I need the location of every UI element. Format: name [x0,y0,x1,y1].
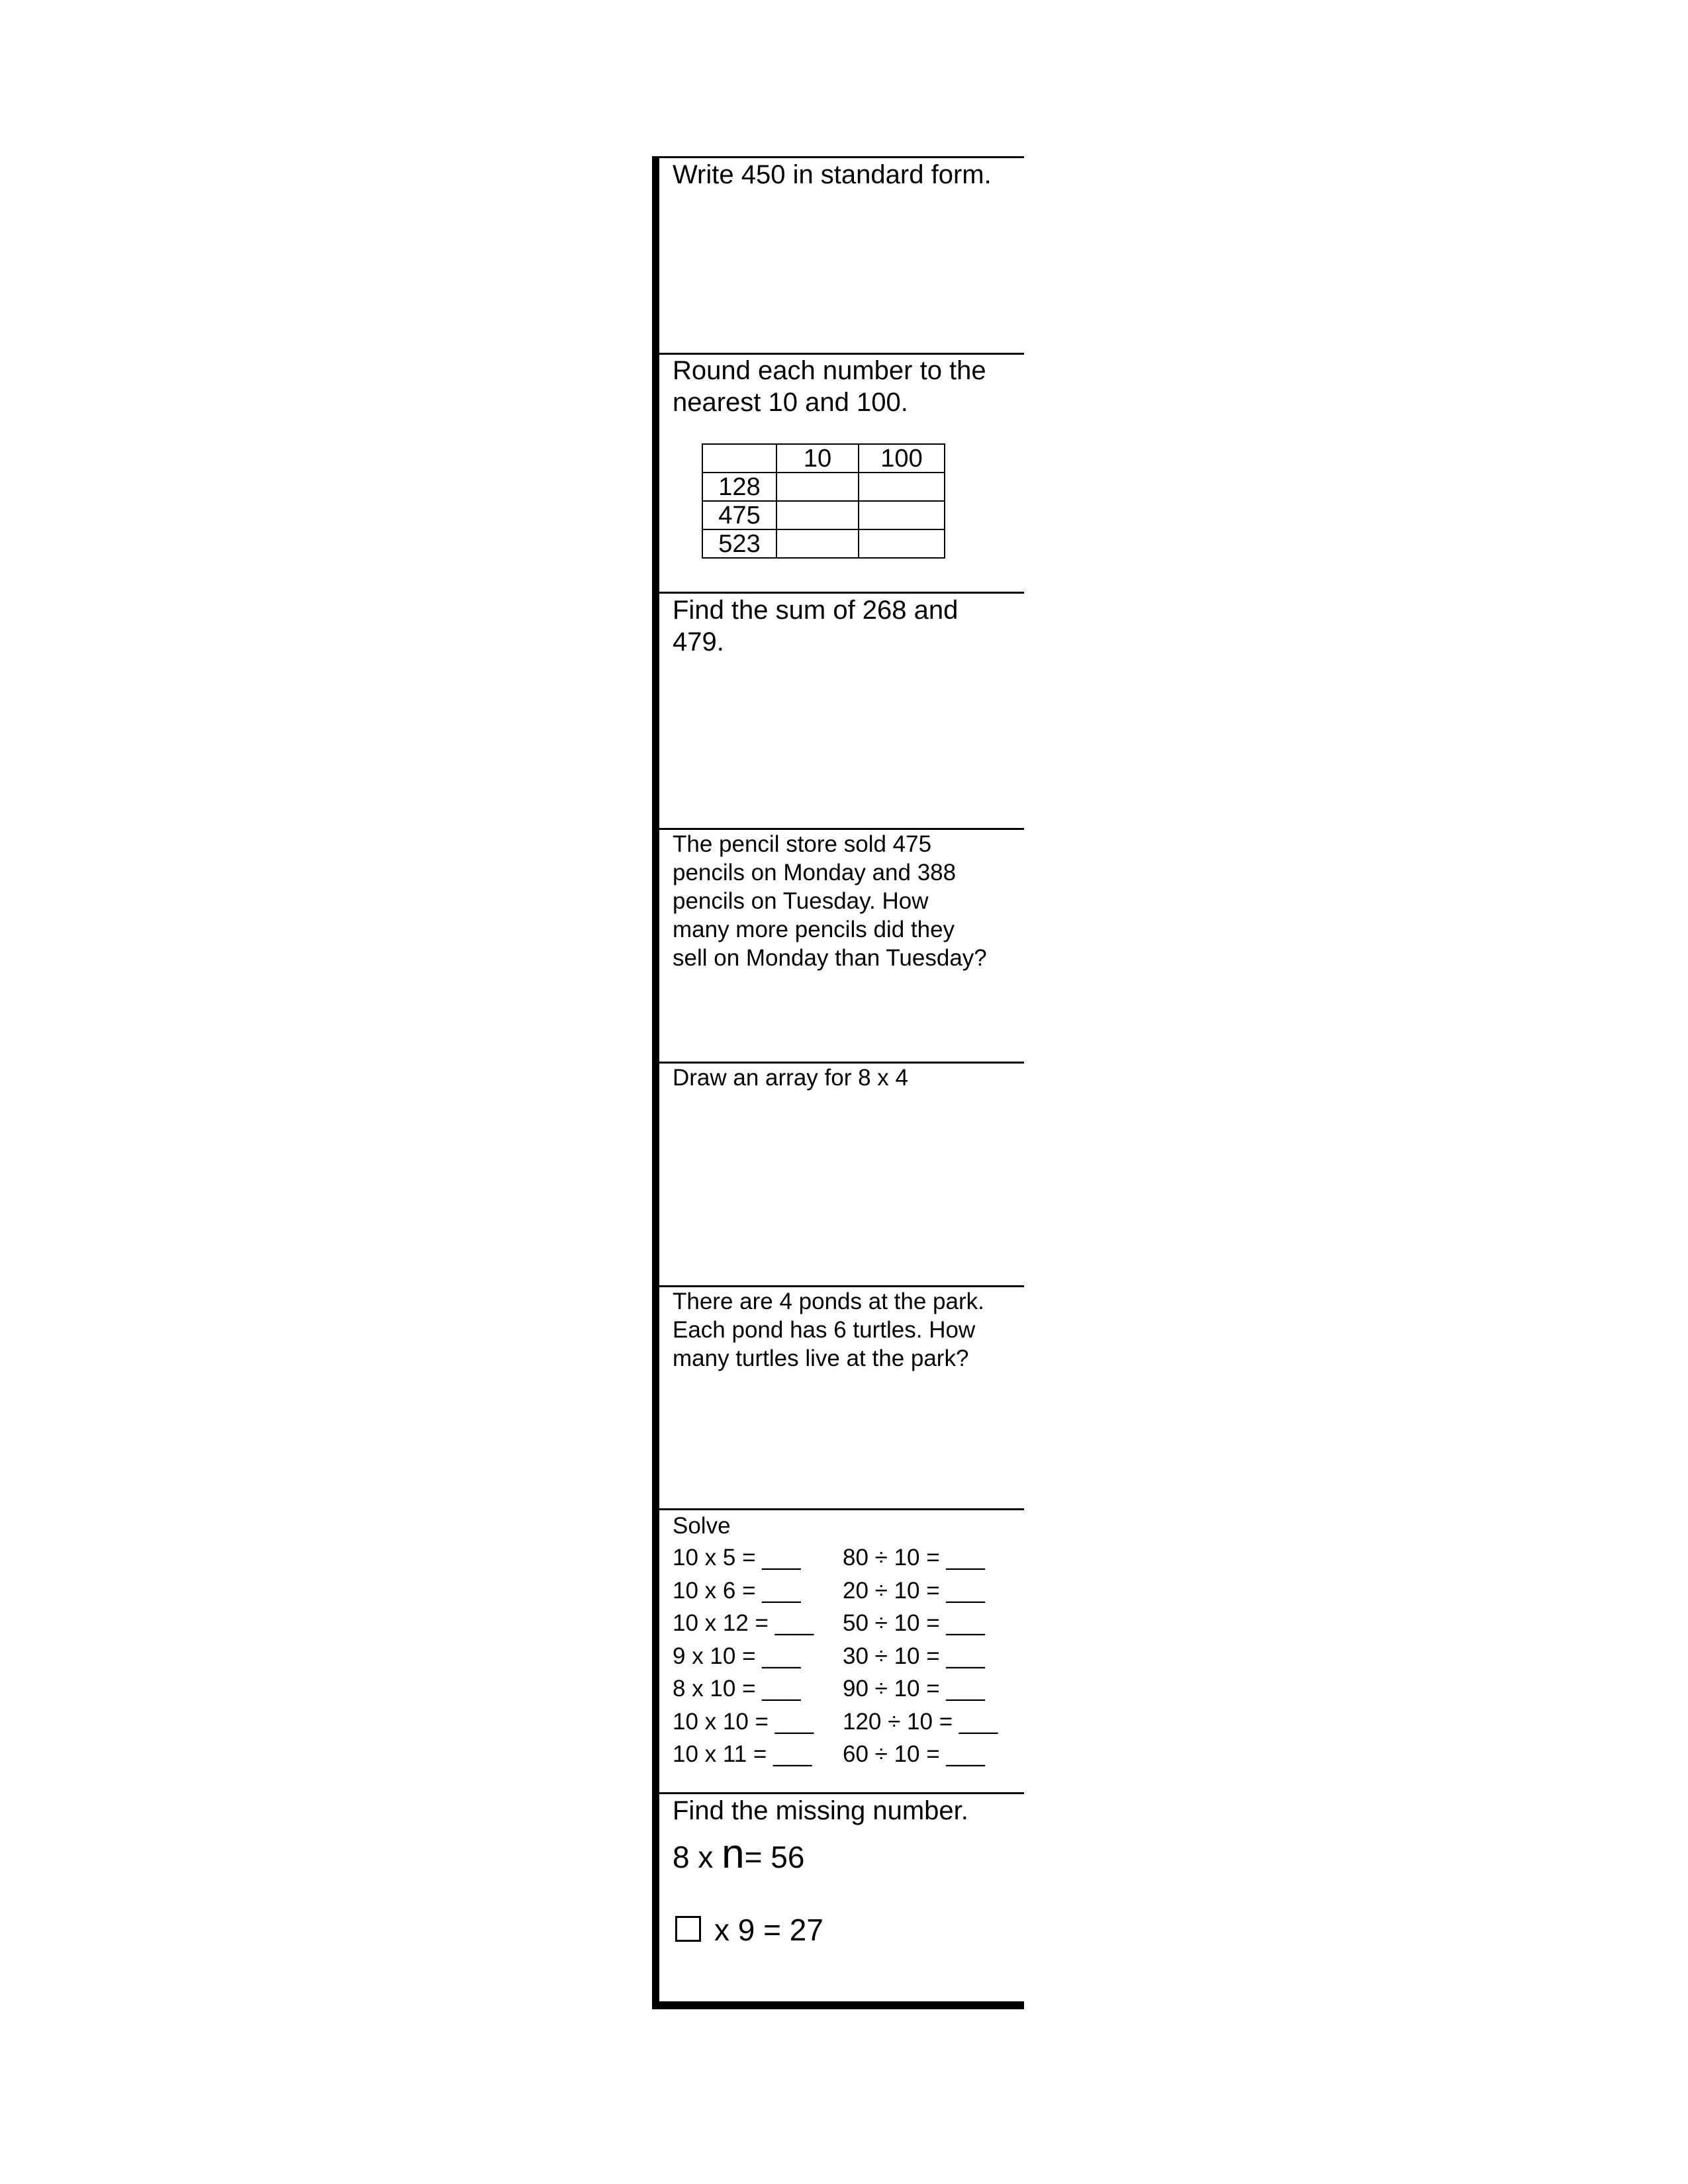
question-rounding: Round each number to the nearest 10 and 100. [673,356,986,417]
question-turtles: There are 4 ponds at the park. Each pond has 6 turtles. How many turtles live at the park? [673,1289,984,1371]
solve-multiplication: 10 x 12 = ___ [673,1610,814,1636]
table-cell-number: 523 [702,529,776,558]
solve-section [673,1510,1020,1771]
variable-n: n [722,1831,745,1877]
solve-row [673,1640,1020,1673]
answer-cell[interactable] [859,529,945,558]
solve-multiplication: 10 x 5 = ___ [673,1545,801,1570]
solve-division: 80 ÷ 10 = ___ [843,1545,985,1570]
solve-division: 50 ÷ 10 = ___ [843,1610,985,1636]
equation-n-prefix: 8 x [673,1840,722,1874]
worksheet-strip [652,156,1024,2009]
question-array: Draw an array for 8 x 4 [673,1065,908,1091]
solve-row [673,1607,1020,1640]
solve-multiplication: 9 x 10 = ___ [673,1643,801,1669]
solve-division: 90 ÷ 10 = ___ [843,1676,985,1702]
table-header-cell: 100 [859,444,945,473]
solve-division: 20 ÷ 10 = ___ [843,1577,985,1604]
table-row [702,444,945,473]
table-row [702,473,945,501]
solve-row [673,1574,1020,1608]
answer-cell[interactable] [776,501,859,529]
solve-row [673,1541,1020,1574]
left-border [652,156,659,2009]
equation-n-suffix: = 56 [744,1840,805,1874]
bottom-border [652,2001,1024,2009]
solve-row [673,1672,1020,1706]
divider-2 [659,592,1024,594]
solve-division: 30 ÷ 10 = ___ [843,1643,985,1669]
equation-n [673,1831,1020,1877]
empty-box-icon [675,1916,701,1942]
solve-multiplication: 8 x 10 = ___ [673,1676,801,1702]
table-cell-number: 475 [702,501,776,529]
answer-cell[interactable] [859,473,945,501]
question-pencils: The pencil store sold 475 pencils on Monday and 388 pencils on Tuesday. How many more pencils did they sell on Monday than Tuesday? [673,831,987,971]
table-cell-number: 128 [702,473,776,501]
equation-box: x 9 = 27 [714,1913,823,1947]
divider-top [659,156,1024,158]
solve-multiplication: 10 x 6 = ___ [673,1577,801,1604]
question-standard-form: Write 450 in standard form. [673,160,992,189]
solve-row [673,1738,1020,1771]
answer-cell[interactable] [776,529,859,558]
solve-division: 120 ÷ 10 = ___ [843,1708,998,1735]
question-sum: Find the sum of 268 and 479. [673,596,959,657]
solve-row [673,1706,1020,1739]
rounding-table [702,443,945,559]
table-row [702,501,945,529]
table-row [702,529,945,558]
solve-multiplication: 10 x 11 = ___ [673,1741,812,1767]
answer-cell[interactable] [776,473,859,501]
solve-division: 60 ÷ 10 = ___ [843,1741,985,1767]
table-header-cell [702,444,776,473]
question-missing-number: Find the missing number. [673,1796,968,1825]
answer-cell[interactable] [859,501,945,529]
solve-title: Solve [673,1513,731,1539]
solve-multiplication: 10 x 10 = ___ [673,1708,814,1735]
divider-7 [659,1792,1024,1794]
table-header-cell: 10 [776,444,859,473]
